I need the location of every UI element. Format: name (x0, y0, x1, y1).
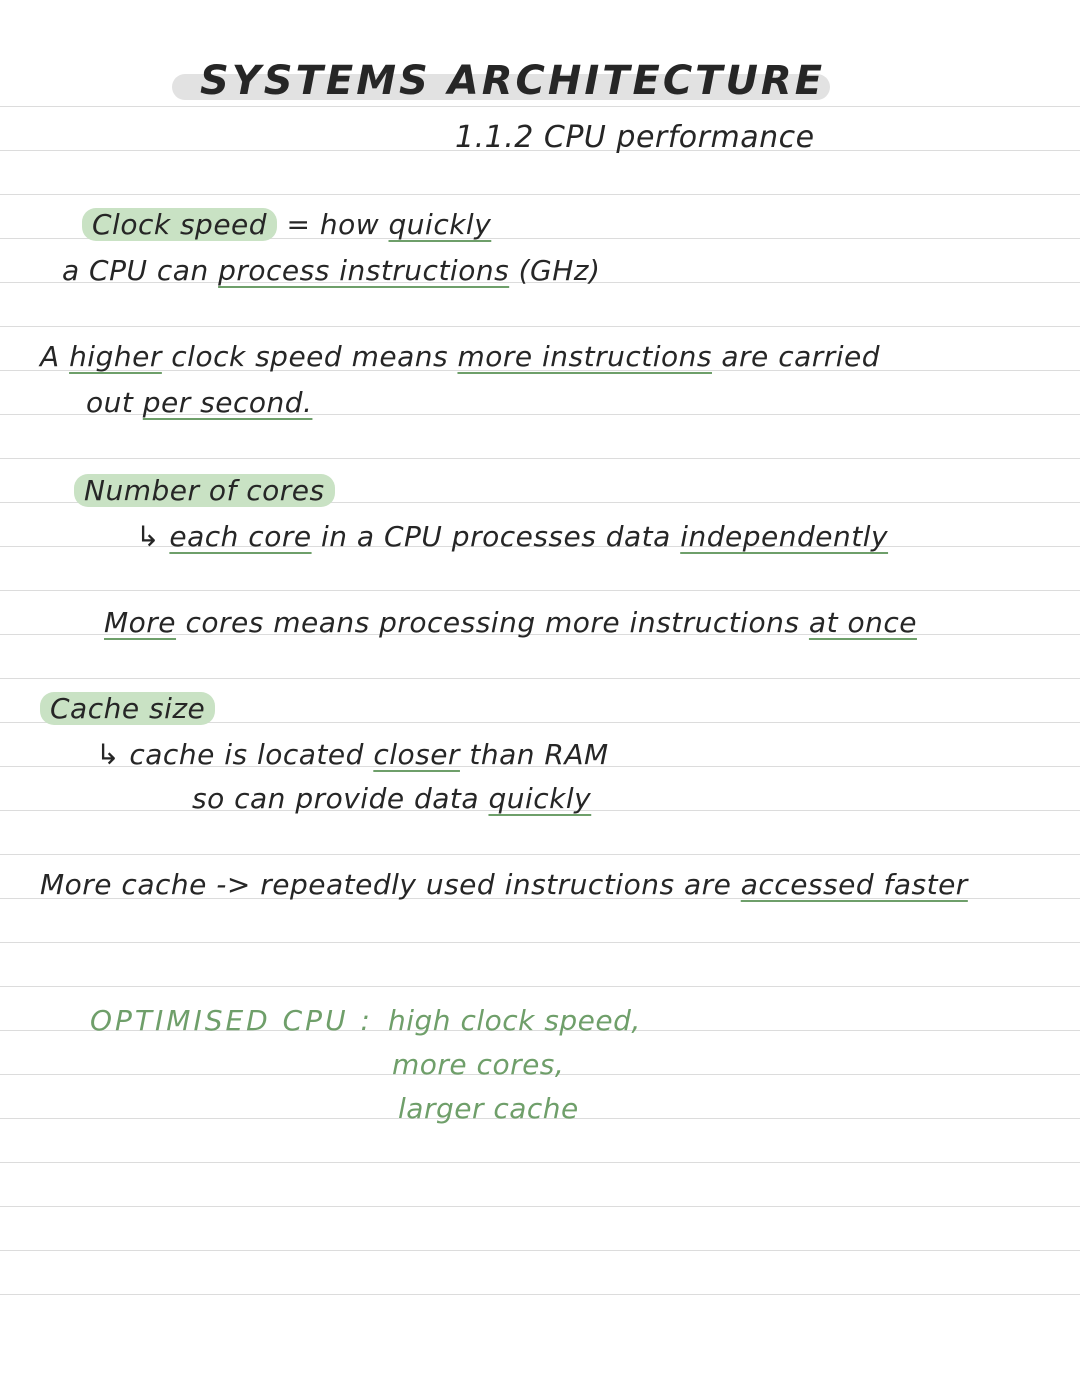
ruled-line (0, 106, 1080, 107)
ruled-line (0, 590, 1080, 591)
text: More cache -> repeatedly used instructions are (40, 868, 732, 901)
text-underlined: independently (680, 520, 889, 553)
arrow-icon: ↳ (136, 520, 160, 553)
text: a CPU can (62, 254, 209, 287)
ruled-line (0, 1294, 1080, 1295)
summary-item-2: more cores, (392, 1048, 565, 1081)
text-underlined: closer (373, 738, 460, 771)
text-underlined: More (104, 606, 177, 639)
text-underlined: quickly (388, 208, 492, 241)
cores-heading: Number of cores (74, 474, 335, 507)
cores-note (104, 606, 917, 639)
page-subtitle: 1.1.2 CPU performance (455, 120, 815, 155)
page-title: SYSTEMS ARCHITECTURE (200, 58, 826, 104)
cache-heading: Cache size (40, 692, 215, 725)
ruled-line (0, 1162, 1080, 1163)
ruled-line (0, 1250, 1080, 1251)
text: cache is located (129, 738, 364, 771)
cores-line (136, 520, 888, 553)
text: = how (286, 208, 380, 241)
text-underlined: at once (808, 606, 917, 639)
clock-speed-line1 (82, 208, 491, 241)
text-underlined: process instructions (218, 254, 510, 287)
text-underlined: more instructions (457, 340, 712, 373)
clock-speed-heading: Clock speed (82, 208, 277, 241)
ruled-line (0, 194, 1080, 195)
ruled-line (0, 854, 1080, 855)
text: clock speed means (171, 340, 449, 373)
summary-item-1: high clock speed, (388, 1004, 641, 1037)
ruled-line (0, 1206, 1080, 1207)
text: (GHz) (518, 254, 601, 287)
summary-item-3: larger cache (398, 1092, 579, 1125)
cache-heading-line (40, 692, 215, 725)
ruled-line (0, 458, 1080, 459)
arrow-icon: ↳ (96, 738, 120, 771)
text-underlined: higher (69, 340, 162, 373)
clock-speed-note-line2 (86, 386, 312, 419)
text: than RAM (469, 738, 609, 771)
clock-speed-line2 (62, 254, 600, 287)
text-underlined: quickly (488, 782, 592, 815)
text: so can provide data (192, 782, 480, 815)
text: out (86, 386, 134, 419)
ruled-line (0, 678, 1080, 679)
text-underlined: per second. (142, 386, 313, 419)
text-underlined: accessed faster (740, 868, 968, 901)
ruled-line (0, 326, 1080, 327)
text: in a CPU processes data (320, 520, 671, 553)
text-underlined: each core (169, 520, 312, 553)
cache-line2 (192, 782, 591, 815)
cores-heading-line (74, 474, 335, 507)
text: A (40, 340, 60, 373)
text: are carried (721, 340, 881, 373)
cache-line1 (96, 738, 609, 771)
cache-note (40, 868, 968, 901)
ruled-line (0, 942, 1080, 943)
ruled-line (0, 986, 1080, 987)
summary-label: OPTIMISED CPU : (90, 1004, 373, 1037)
clock-speed-note (40, 340, 880, 373)
text: cores means processing more instructions (185, 606, 800, 639)
